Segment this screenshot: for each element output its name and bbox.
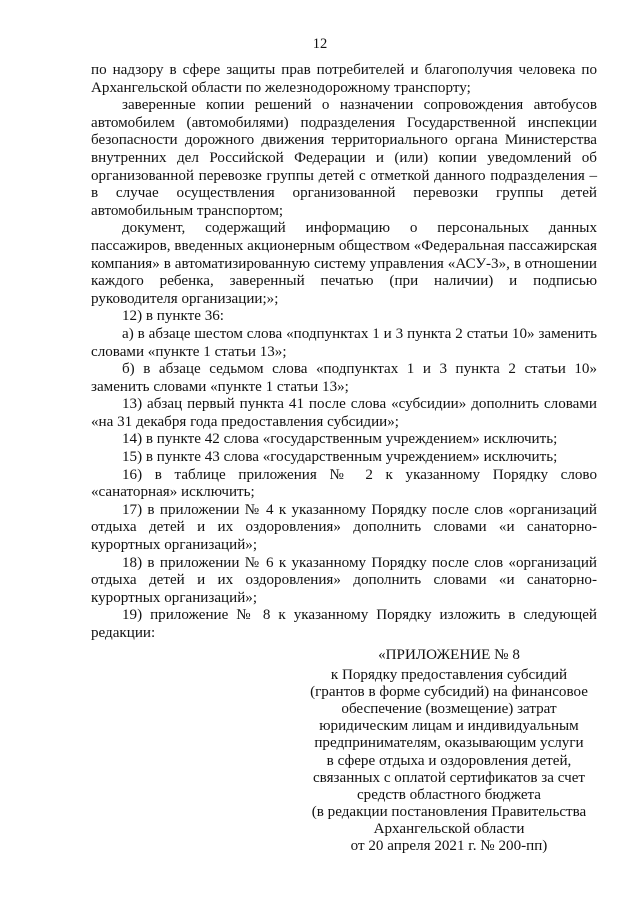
page-number: 12: [312, 36, 328, 52]
appendix-line: предпринимателям, оказывающим услуги: [314, 735, 584, 752]
appendix-line: (грантов в форме субсидий) на финансовое: [310, 684, 588, 701]
paragraph: а) в абзаце шестом слова «подпунктах 1 и 3 пункта 2 статьи 10» заменить словами «пункте 1 статьи 13»;: [91, 325, 597, 360]
appendix-header: [300, 647, 598, 855]
paragraph: 16) в таблице приложения № 2 к указанному Порядку слово «санаторная» исключить;: [91, 466, 597, 501]
appendix-line: средств областного бюджета: [356, 786, 542, 803]
paragraph: заверенные копии решений о назначении сопровождения автобусов автомобилем (автомобилями) подразделения Государственной инспекции безопасности дорожного движения территориального органа Министерства внутренних дел Российской Федерации и (или) копии уведомлений об организованной перевозке группы детей с отметкой данного подразделения – в случае осуществления организованной перевозки группы детей автомобильным транспортом;: [91, 97, 597, 219]
paragraph: 17) в приложении № 4 к указанному Порядку после слов «организаций отдыха детей и их оздоровления» дополнить словами «и санаторно-курортных организаций»;: [91, 501, 597, 554]
appendix-title: «ПРИЛОЖЕНИЕ № 8: [378, 647, 520, 663]
appendix-line: Архангельской области: [373, 820, 525, 837]
paragraph: документ, содержащий информацию о персональных данных пассажиров, введенных акционерным обществом «Федеральная пассажирская компания» в автоматизированную систему управления «АСУ-3», в отношении каждого ребенка, заверенный печатью (при наличии) и подписью руководителя организации;»;: [91, 220, 597, 307]
paragraph: 19) приложение № 8 к указанному Порядку изложить в следующей редакции:: [91, 607, 597, 641]
paragraph: 18) в приложении № 6 к указанному Порядку после слов «организаций отдыха детей и их оздоровления» дополнить словами «и санаторно-курортных организаций»;: [91, 554, 597, 606]
appendix-line: в сфере отдыха и оздоровления детей,: [326, 752, 572, 769]
appendix-line: обеспечение (возмещение) затрат: [341, 701, 557, 718]
paragraph: по надзору в сфере защиты прав потребителей и благополучия человека по Архангельской области по железнодорожному транспорту;: [91, 62, 597, 96]
paragraph: б) в абзаце седьмом слова «подпунктах 1 и 3 пункта 2 статьи 10» заменить словами «пункте 1 статьи 13»;: [91, 361, 597, 395]
paragraph: 14) в пункте 42 слова «государственным учреждением» исключить;: [122, 431, 558, 448]
appendix-line: (в редакции постановления Правительства: [311, 803, 587, 820]
appendix-line: юридическим лицам и индивидуальным: [319, 718, 579, 735]
appendix-line: связанных с оплатой сертификатов за счет: [312, 769, 586, 786]
paragraph: 12) в пункте 36:: [122, 308, 224, 325]
appendix-line: к Порядку предоставления субсидий: [330, 667, 568, 684]
paragraph: 15) в пункте 43 слова «государственным учреждением» исключить;: [122, 449, 558, 466]
appendix-line: от 20 апреля 2021 г. № 200-пп): [350, 838, 548, 855]
paragraph: 13) абзац первый пункта 41 после слова «субсидии» дополнить словами «на 31 декабря года предоставления субсидии»;: [91, 396, 597, 430]
document-body: [91, 62, 597, 643]
